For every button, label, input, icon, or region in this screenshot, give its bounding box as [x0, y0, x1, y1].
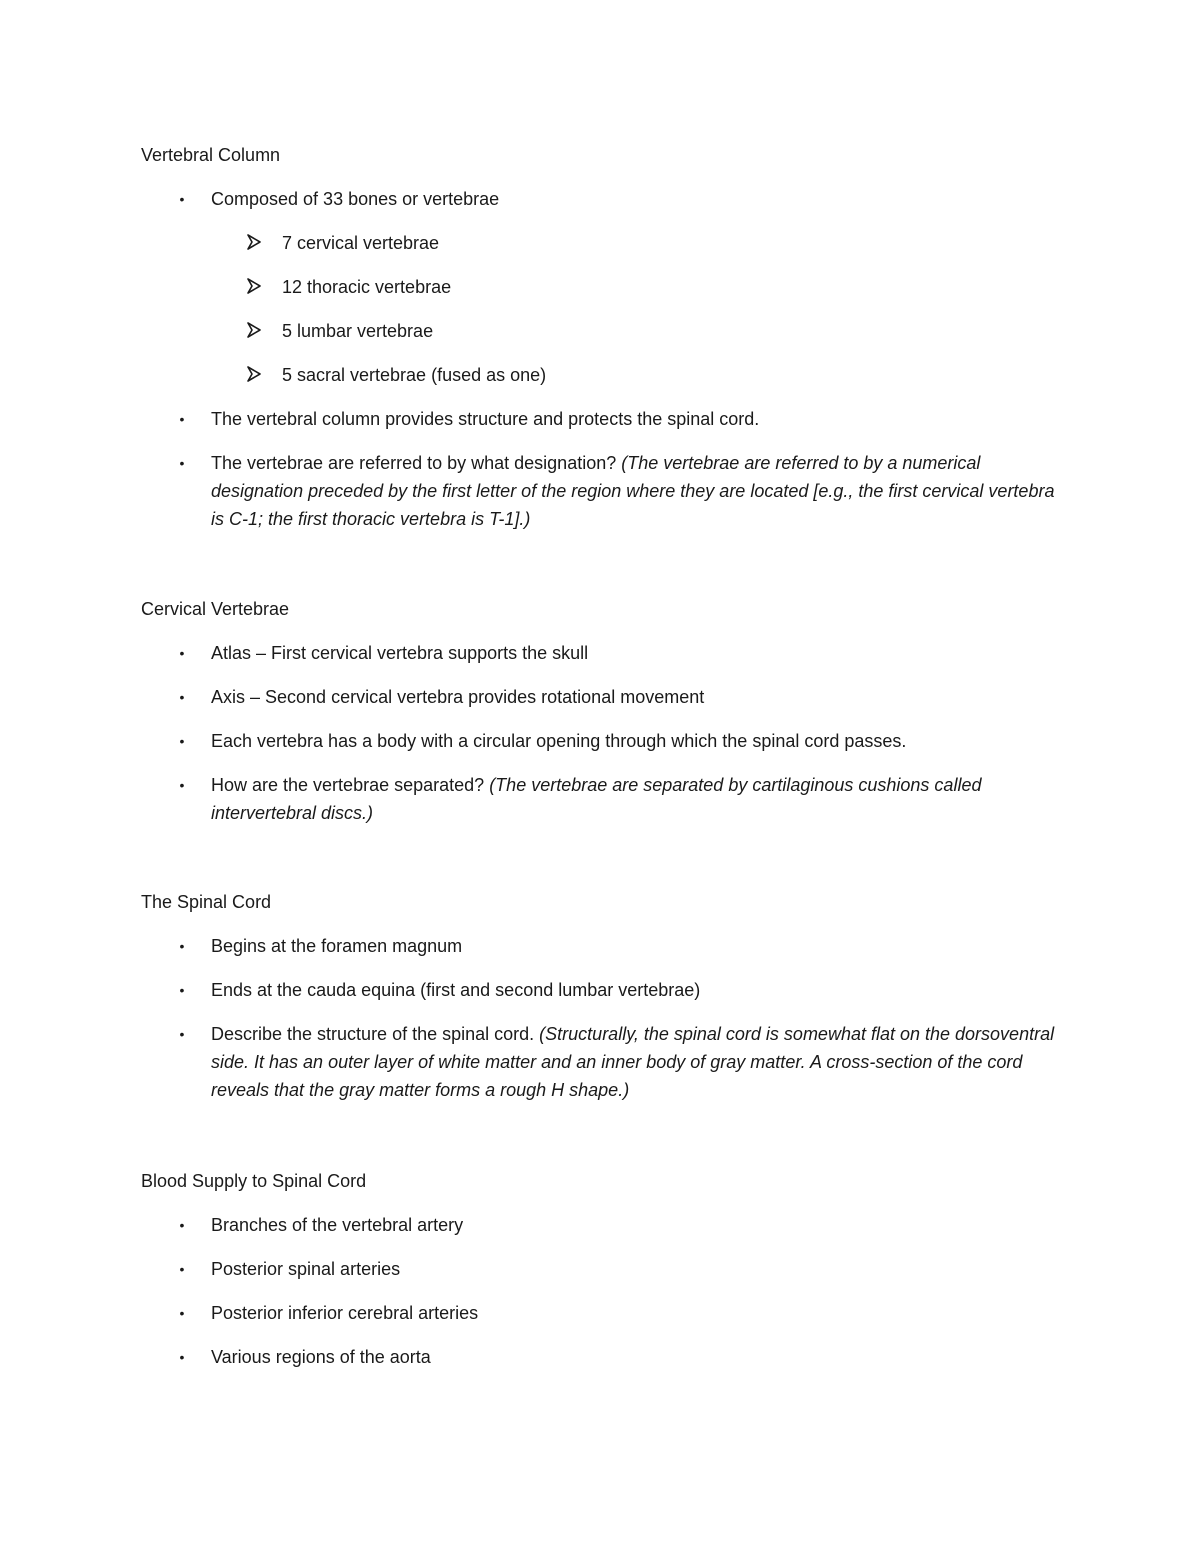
list-item	[141, 771, 1071, 827]
bullet-list	[141, 185, 1071, 533]
sub-list	[141, 229, 1071, 389]
list-item	[141, 1343, 1071, 1371]
bullet-list	[141, 1211, 1071, 1371]
item-text: Ends at the cauda equina (first and second lumbar vertebrae)	[211, 980, 701, 1000]
sub-list-item	[141, 361, 1071, 389]
item-text: Composed of 33 bones or vertebrae	[211, 189, 500, 209]
list-item	[141, 683, 1071, 711]
bullet-icon: •	[179, 1305, 185, 1321]
section-spinal-cord	[141, 888, 1071, 1104]
item-note: (Structurally, the spinal cord is somewhat flat on the dorsoventral side. It has an outer layer of white matter and an inner body of gray matter. A cross-section of the cord reveals that the gray matter forms a rough H shape.)	[211, 1024, 1055, 1100]
item-text: Atlas – First cervical vertebra supports the skull	[211, 643, 589, 663]
item-text: The vertebral column provides structure and protects the spinal cord.	[211, 409, 760, 429]
list-item	[141, 639, 1071, 667]
sub-list-item	[141, 273, 1071, 301]
section-heading: The Spinal Cord	[141, 892, 272, 912]
list-item	[141, 449, 1071, 533]
item-text: Branches of the vertebral artery	[211, 1215, 464, 1235]
list-item	[141, 1255, 1071, 1283]
arrow-bullet-icon	[246, 277, 262, 295]
sub-item-text: 12 thoracic vertebrae	[282, 277, 452, 297]
bullet-icon: •	[179, 645, 185, 661]
item-text: The vertebrae are referred to by what designation?	[211, 453, 617, 473]
bullet-icon: •	[179, 1026, 185, 1042]
bullet-icon: •	[179, 191, 185, 207]
item-text: Posterior inferior cerebral arteries	[211, 1303, 479, 1323]
sub-list-item	[141, 317, 1071, 345]
section-heading: Cervical Vertebrae	[141, 599, 290, 619]
arrow-bullet-icon	[246, 233, 262, 251]
bullet-icon: •	[179, 1349, 185, 1365]
section-heading: Vertebral Column	[141, 145, 281, 165]
section-heading: Blood Supply to Spinal Cord	[141, 1171, 367, 1191]
list-item	[141, 1211, 1071, 1239]
bullet-icon: •	[179, 938, 185, 954]
sub-item-text: 5 sacral vertebrae (fused as one)	[282, 365, 547, 385]
arrow-bullet-icon	[246, 321, 262, 339]
sub-item-text: 5 lumbar vertebrae	[282, 321, 434, 341]
item-text: How are the vertebrae separated?	[211, 775, 485, 795]
bullet-icon: •	[179, 411, 185, 427]
item-note: (The vertebrae are separated by cartilaginous cushions called intervertebral discs.)	[211, 775, 982, 823]
bullet-list	[141, 639, 1071, 827]
list-item	[141, 185, 1071, 389]
list-item	[141, 1299, 1071, 1327]
item-note: (The vertebrae are referred to by a numerical designation preceded by the first letter of the region where they are located [e.g., the first cervical vertebra is C-1; the first thoracic vertebra is T-1].)	[211, 453, 1055, 529]
item-text: Posterior spinal arteries	[211, 1259, 401, 1279]
list-item	[141, 932, 1071, 960]
bullet-list	[141, 932, 1071, 1104]
list-item	[141, 976, 1071, 1004]
bullet-icon: •	[179, 455, 185, 471]
bullet-icon: •	[179, 733, 185, 749]
list-item	[141, 1020, 1071, 1104]
list-item	[141, 405, 1071, 433]
list-item	[141, 727, 1071, 755]
bullet-icon: •	[179, 1261, 185, 1277]
section-cervical-vertebrae	[141, 595, 1071, 827]
section-blood-supply	[141, 1167, 1071, 1371]
bullet-icon: •	[179, 1217, 185, 1233]
arrow-bullet-icon	[246, 365, 262, 383]
item-text: Each vertebra has a body with a circular opening through which the spinal cord passes.	[211, 731, 907, 751]
item-text: Begins at the foramen magnum	[211, 936, 463, 956]
item-text: Various regions of the aorta	[211, 1347, 431, 1367]
section-vertebral-column	[141, 141, 1071, 533]
sub-list-item	[141, 229, 1071, 257]
bullet-icon: •	[179, 777, 185, 793]
sub-item-text: 7 cervical vertebrae	[282, 233, 440, 253]
bullet-icon: •	[179, 982, 185, 998]
bullet-icon: •	[179, 689, 185, 705]
item-text: Axis – Second cervical vertebra provides rotational movement	[211, 687, 705, 707]
item-text: Describe the structure of the spinal cord.	[211, 1024, 535, 1044]
